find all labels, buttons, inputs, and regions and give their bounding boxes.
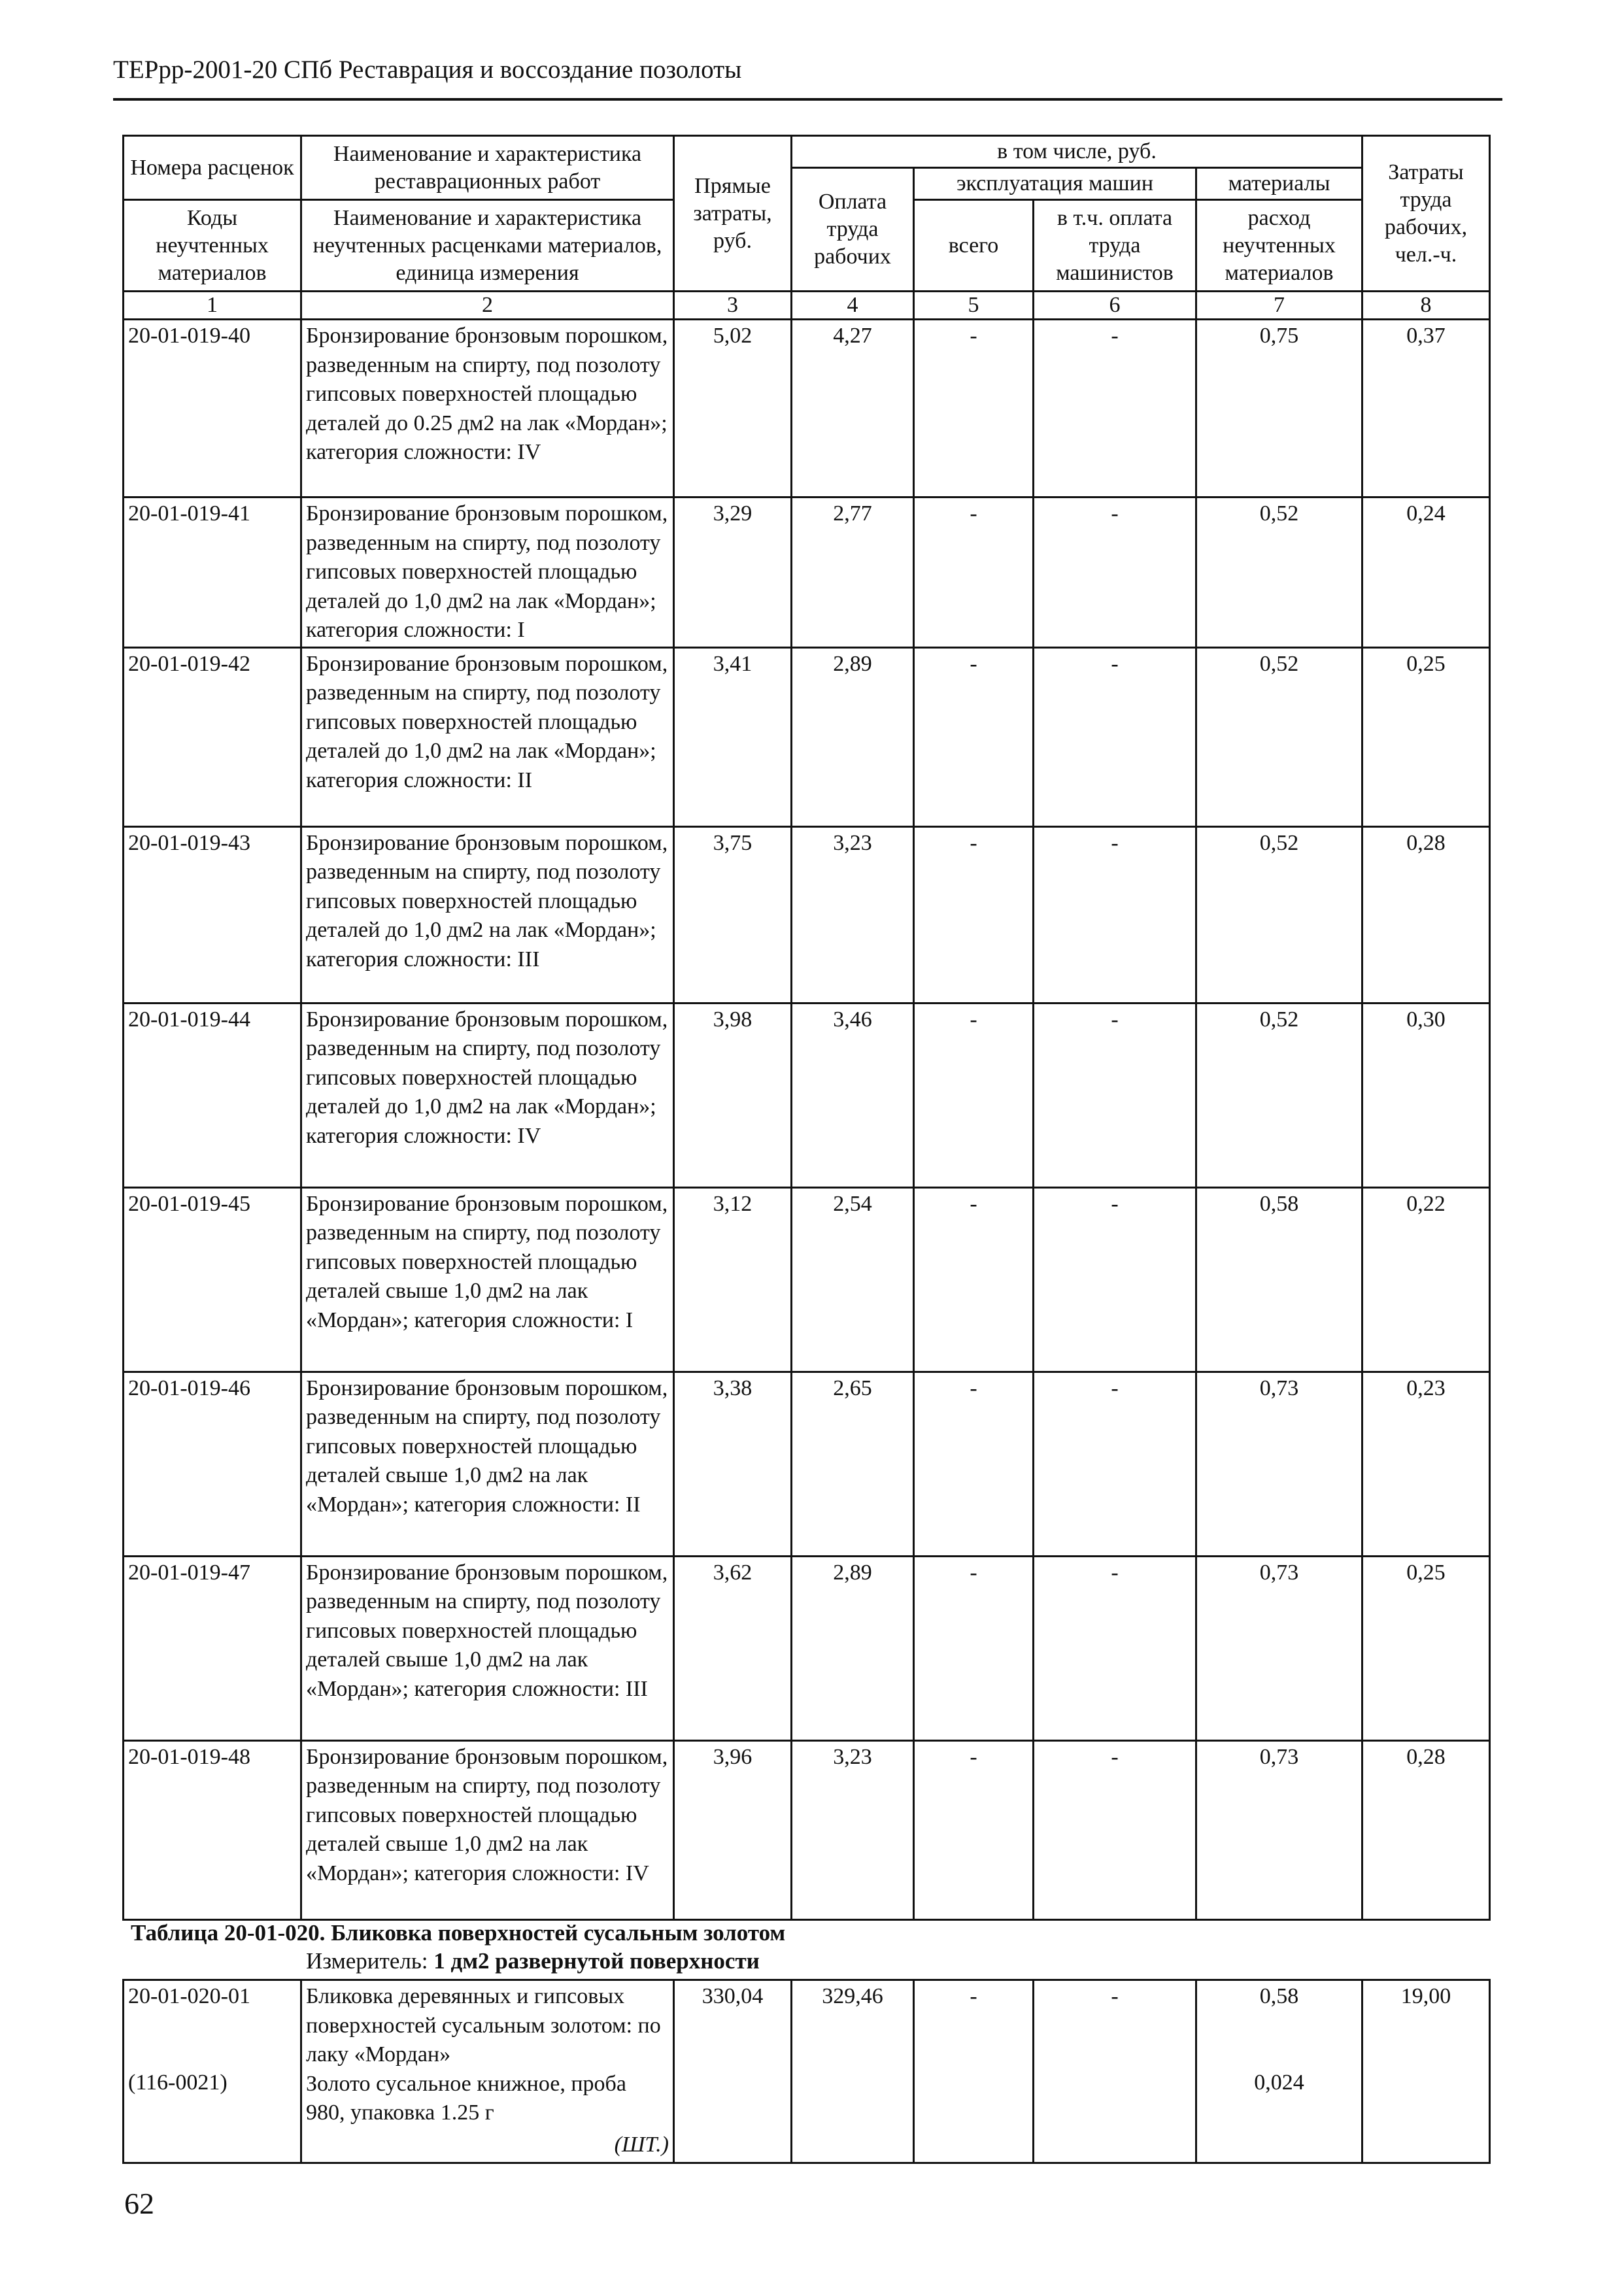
machines-total: - [914,498,1034,648]
table-row [124,647,1490,826]
rate-description: Бронзирование бронзовым порошком, разведенным на спирту, под позолоту гипсовых поверхностей площадью деталей свыше 1,0 дм2 на лак «Мордан»; категория сложности: II [301,1372,674,1556]
labor-pay: 2,89 [792,647,914,826]
labor-hours: 0,28 [1362,826,1490,1003]
labor-pay: 329,46 [792,1980,914,2163]
labor-pay: 3,23 [792,826,914,1003]
col-number: 7 [1196,292,1362,320]
hdr-material-names: Наименование и характеристика неучтенных расценками материалов, единица измерения [301,200,674,292]
header-rule [113,98,1502,101]
rate-code: 20-01-019-45 [124,1187,301,1372]
direct-costs: 3,98 [674,1003,792,1187]
labor-pay: 4,27 [792,320,914,498]
materials-cost: 0,73 [1196,1740,1362,1919]
labor-pay: 3,46 [792,1003,914,1187]
rate-code-cell [124,1980,301,2163]
rate-description: Бронзирование бронзовым порошком, разведенным на спирту, под позолоту гипсовых поверхностей площадью деталей свыше 1,0 дм2 на лак «Мордан»; категория сложности: IV [301,1740,674,1919]
col-number: 2 [301,292,674,320]
rate-code: 20-01-019-48 [124,1740,301,1919]
material-description: Золото сусальное книжное, проба 980, упаковка 1.25 г [306,2071,626,2125]
materials-cost: 0,52 [1196,647,1362,826]
rates-table [122,135,1491,1921]
rate-description: Бронзирование бронзовым порошком, разведенным на спирту, под позолоту гипсовых поверхностей площадью деталей до 1,0 дм2 на лак «Мордан»; категория сложности: III [301,826,674,1003]
materials-cost: 0,75 [1196,320,1362,498]
col-number: 4 [792,292,914,320]
machines-total: - [914,1980,1034,2163]
rate-description: Бронзирование бронзовым порошком, разведенным на спирту, под позолоту гипсовых поверхностей площадью деталей до 1,0 дм2 на лак «Мордан»; категория сложности: I [301,498,674,648]
hdr-including-group: в том числе, руб. [792,136,1362,168]
col-number: 3 [674,292,792,320]
table-row [124,1980,1490,2163]
materials-cost: 0,52 [1196,826,1362,1003]
materials-cost: 0,73 [1196,1372,1362,1556]
description-cell [301,1980,674,2163]
table-row [124,1003,1490,1187]
rate-code: 20-01-019-41 [124,498,301,648]
rate-code: 20-01-019-47 [124,1556,301,1740]
col-number: 8 [1362,292,1490,320]
machinists-pay: - [1034,1187,1196,1372]
table-row [124,826,1490,1003]
materials-cost: 0,52 [1196,1003,1362,1187]
machinists-pay: - [1034,320,1196,498]
machines-total: - [914,320,1034,498]
table-row [124,1556,1490,1740]
labor-hours: 0,28 [1362,1740,1490,1919]
hdr-machinists-pay: в т.ч. оплата труда машинистов [1034,200,1196,292]
hdr-machines-group: эксплуатация машин [914,168,1196,200]
page-number: 62 [124,2187,154,2220]
machinists-pay: - [1034,1372,1196,1556]
machines-total: - [914,1003,1034,1187]
table-row [124,1740,1490,1919]
machinists-pay: - [1034,1980,1196,2163]
labor-pay: 2,54 [792,1187,914,1372]
material-unit: (ШТ.) [614,2132,669,2157]
rate-description: Бронзирование бронзовым порошком, разведенным на спирту, под позолоту гипсовых поверхностей площадью деталей свыше 1,0 дм2 на лак «Мордан»; категория сложности: I [301,1187,674,1372]
machines-total: - [914,1556,1034,1740]
table-row [124,498,1490,648]
labor-hours: 0,25 [1362,647,1490,826]
rate-code: 20-01-019-43 [124,826,301,1003]
machinists-pay: - [1034,1003,1196,1187]
direct-costs: 3,12 [674,1187,792,1372]
table-caption: Таблица 20-01-020. Бликовка поверхностей сусальным золотом [131,1920,786,1946]
table-row [124,1187,1490,1372]
direct-costs: 5,02 [674,320,792,498]
hdr-work-name: Наименование и характеристика реставрационных работ [301,136,674,200]
materials-cost: 0,58 [1259,1984,1299,2008]
machinists-pay: - [1034,1556,1196,1740]
labor-hours: 0,25 [1362,1556,1490,1740]
machinists-pay: - [1034,498,1196,648]
material-consumption: 0,024 [1254,2070,1304,2095]
hdr-rate-numbers: Номера расценок [124,136,301,200]
rate-code: 20-01-020-01 [128,1984,250,2008]
machinists-pay: - [1034,1740,1196,1919]
measure-prefix: Измеритель: [306,1948,428,1974]
rate-code: 20-01-019-46 [124,1372,301,1556]
table-row [124,1372,1490,1556]
labor-pay: 2,89 [792,1556,914,1740]
col-number: 5 [914,292,1034,320]
labor-hours: 0,30 [1362,1003,1490,1187]
col-number: 1 [124,292,301,320]
measure-line [306,1948,760,1974]
machines-total: - [914,826,1034,1003]
materials-cell [1196,1980,1362,2163]
machines-total: - [914,647,1034,826]
hdr-labor-hours: Затраты труда рабочих, чел.-ч. [1362,136,1490,292]
rate-description: Бронзирование бронзовым порошком, разведенным на спирту, под позолоту гипсовых поверхностей площадью деталей до 0.25 дм2 на лак «Мордан»; категория сложности: IV [301,320,674,498]
labor-hours: 0,24 [1362,498,1490,648]
hdr-materials-group: материалы [1196,168,1362,200]
machinists-pay: - [1034,647,1196,826]
table-row [124,320,1490,498]
labor-hours: 0,37 [1362,320,1490,498]
col-number: 6 [1034,292,1196,320]
labor-pay: 2,65 [792,1372,914,1556]
materials-cost: 0,52 [1196,498,1362,648]
materials-cost: 0,58 [1196,1187,1362,1372]
hdr-machines-total: всего [914,200,1034,292]
direct-costs: 3,29 [674,498,792,648]
running-header: ТЕРрр-2001-20 СПб Реставрация и воссоздание позолоты [113,56,742,84]
hdr-materials-consumption: расход неучтенных материалов [1196,200,1362,292]
hdr-direct-costs: Прямые затраты, руб. [674,136,792,292]
direct-costs: 3,41 [674,647,792,826]
machines-total: - [914,1187,1034,1372]
rate-description: Бронзирование бронзовым порошком, разведенным на спирту, под позолоту гипсовых поверхностей площадью деталей до 1,0 дм2 на лак «Мордан»; категория сложности: IV [301,1003,674,1187]
rate-description: Бронзирование бронзовым порошком, разведенным на спирту, под позолоту гипсовых поверхностей площадью деталей до 1,0 дм2 на лак «Мордан»; категория сложности: II [301,647,674,826]
labor-pay: 3,23 [792,1740,914,1919]
hdr-labor-pay: Оплата труда рабочих [792,168,914,292]
machines-total: - [914,1740,1034,1919]
rate-code: 20-01-019-40 [124,320,301,498]
direct-costs: 3,96 [674,1740,792,1919]
direct-costs: 330,04 [674,1980,792,2163]
rate-code: 20-01-019-42 [124,647,301,826]
direct-costs: 3,75 [674,826,792,1003]
rate-code: 20-01-019-44 [124,1003,301,1187]
labor-pay: 2,77 [792,498,914,648]
direct-costs: 3,62 [674,1556,792,1740]
hdr-material-codes: Коды неучтенных материалов [124,200,301,292]
labor-hours: 19,00 [1362,1980,1490,2163]
machinists-pay: - [1034,826,1196,1003]
material-code: (116-0021) [128,2070,228,2095]
measure-value: 1 дм2 развернутой поверхности [433,1948,760,1974]
direct-costs: 3,38 [674,1372,792,1556]
rate-description: Бликовка деревянных и гипсовых поверхностей сусальным золотом: по лаку «Мордан» [306,1984,661,2066]
machines-total: - [914,1372,1034,1556]
labor-hours: 0,22 [1362,1187,1490,1372]
materials-cost: 0,73 [1196,1556,1362,1740]
gilding-table [122,1979,1491,2164]
labor-hours: 0,23 [1362,1372,1490,1556]
rate-description: Бронзирование бронзовым порошком, разведенным на спирту, под позолоту гипсовых поверхностей площадью деталей свыше 1,0 дм2 на лак «Мордан»; категория сложности: III [301,1556,674,1740]
